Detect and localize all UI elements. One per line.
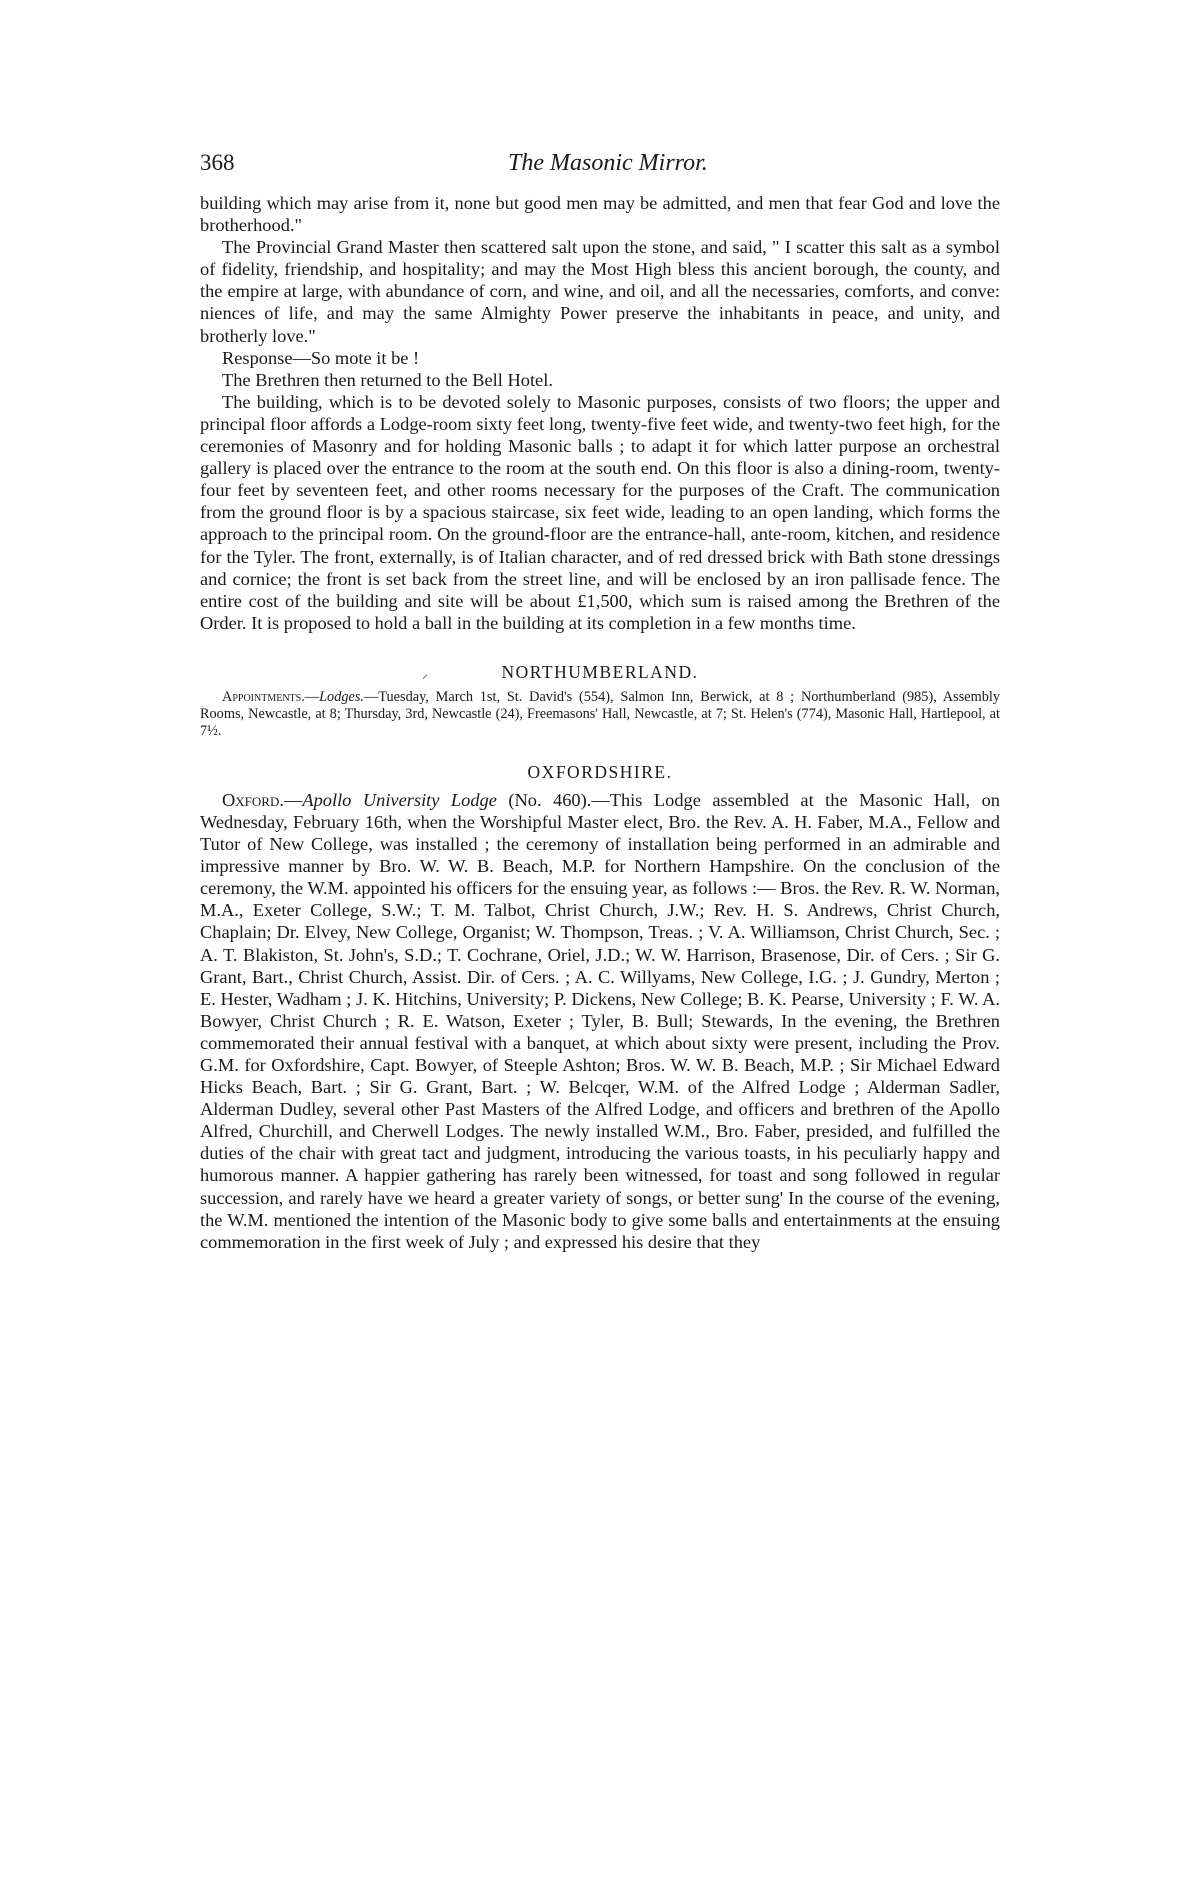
paragraph: The building, which is to be devoted solely to Masonic purposes, consists of two floors; the upper and principal floor affords a Lodge-room sixty feet long, twenty-five feet wide, and twenty-two feet high, for the ceremonies of Masonry and for holding Masonic balls ; to adapt it for which latter purpose an orchestral gallery is placed over the entrance to the room at the south end. On this floor is also a dining-room, twenty-four feet by seventeen feet, and other rooms necessary for the purposes of the Craft. The communication from the ground floor is by a spacious staircase, six feet wide, leading to an open landing, which forms the approach to the principal room. On the ground-floor are the entrance-hall, ante-room, kitchen, and residence for the Tyler. The front, externally, is of Italian character, and of red dressed brick with Bath stone dressings and cornice; the front is set back from the street line, and will be enclosed by an iron pallisade fence. The entire cost of the building and site will be about £1,500, which sum is raised among the Brethren of the Order. It is proposed to hold a ball in the building at its completion in a few months time. (200, 391, 1000, 633)
appointments-dash: — (304, 688, 320, 705)
paragraph: The Brethren then returned to the Bell Hotel. (222, 369, 553, 390)
lodge-name: Apollo University Lodge (302, 789, 497, 810)
lead-dash: — (283, 789, 303, 810)
appointments-paragraph (200, 689, 1000, 740)
paragraph (200, 789, 1000, 1253)
section-heading-oxfordshire (200, 762, 1000, 783)
page-number: 368 (200, 150, 235, 175)
paragraph: The Provincial Grand Master then scattered salt upon the stone, and said, " I scatter this salt as a symbol of fidelity, friendship, and hospitality; and may the Most High bless this ancient borough, the county, and the empire at large, with abundance of corn, and wine, and oil, and all the necessaries, comforts, and conve: niences of life, and may the same Almighty Power preserve the inhabitants in peace, and unity, and brotherly love." (200, 237, 1000, 346)
appointments-lead: Appointments. (222, 688, 305, 705)
paragraph: building which may arise from it, none but good men may be admitted, and men that fear God and love the brotherhood." (200, 193, 1000, 236)
northumberland-appointments (200, 689, 1000, 740)
lodges-label: Lodges. (319, 688, 364, 705)
place-lead: Oxford. (222, 789, 284, 810)
article-continuation (200, 192, 1000, 634)
section-heading-text: NORTHUMBERLAND. (501, 661, 699, 682)
running-title: The Masonic Mirror. (508, 150, 708, 176)
report-text: (No. 460).—This Lodge assembled at the Masonic Hall, on Wednesday, February 16th, when the Worshipful Master elect, Bro. the Rev. A. H. Faber, M.A., Fellow and Tutor of New College, was installed ; the ceremony of installation being performed in an admirable and impressive manner by Bro. W. W. B. Beach, M.P. for Northern Hampshire. On the conclusion of the ceremony, the W.M. appointed his officers for the ensuing year, as follows :— Bros. the Rev. R. W. Norman, M.A., Exeter College, S.W.; T. M. Talbot, Christ Church, J.W.; Rev. H. S. Andrews, Christ Church, Chaplain; Dr. Elvey, New College, Organist; W. Thompson, Treas. ; V. A. Williamson, Christ Church, Sec. ; A. T. Blakiston, St. John's, S.D.; T. Cochrane, Oriel, J.D.; W. W. Harrison, Brasenose, Dir. of Cers. ; Sir G. Grant, Bart., Christ Church, Assist. Dir. of Cers. ; A. C. Willyams, New College, I.G. ; J. Gundry, Merton ; E. Hester, Wadham ; J. K. Hitchins, University; P. Dickens, New College; B. K. Pearse, University ; F. W. A. Bowyer, Christ Church ; R. E. Watson, Exeter ; Tyler, B. Bull; Stewards, In the evening, the Brethren commemorated their annual festival with a banquet, at which about sixty were present, including the Prov. G.M. for Oxfordshire, Capt. Bowyer, of Steeple Ashton; Bros. W. W. B. Beach, M.P. ; Sir Michael Edward Hicks Beach, Bart. ; Sir G. Grant, Bart. ; W. Belcqer, W.M. of the Alfred Lodge ; Alderman Sadler, Alderman Dudley, several other Past Masters of the Alfred Lodge, and officers and brethren of the Apollo Alfred, Churchill, and Cherwell Lodges. The newly installed W.M., Bro. Faber, presided, and fulfilled the duties of the chair with great tact and judgment, introducing the various toasts, in his peculiarly happy and humorous manner. A happier gathering has rarely been witnessed, for toast and song followed in regular succession, and rarely have we heard a greater variety of songs, or better sung' In the course of the evening, the W.M. mentioned the intention of the Masonic body to give some balls and entertainments at the ensuing commemoration in the first week of July ; and expressed his desire that they (200, 789, 1000, 1252)
appointments-text: —Tuesday, March 1st, St. David's (554), Salmon Inn, Berwick, at 8 ; Northumberland (985), Assembly Rooms, Newcastle, at 8; Thursday, 3rd, Newcastle (24), Freemasons' Hall, Newcastle, at 7; St. Helen's (774), Masonic Hall, Hartlepool, at 7½. (200, 688, 1000, 739)
section-heading-northumberland (200, 662, 1000, 683)
ornament-mark-icon: ⸝ (422, 666, 430, 681)
oxfordshire-report (200, 789, 1000, 1253)
page-header (200, 150, 1000, 192)
section-heading-text: OXFORDSHIRE. (527, 761, 673, 782)
page (200, 150, 1000, 1253)
paragraph: Response—So mote it be ! (222, 347, 420, 368)
